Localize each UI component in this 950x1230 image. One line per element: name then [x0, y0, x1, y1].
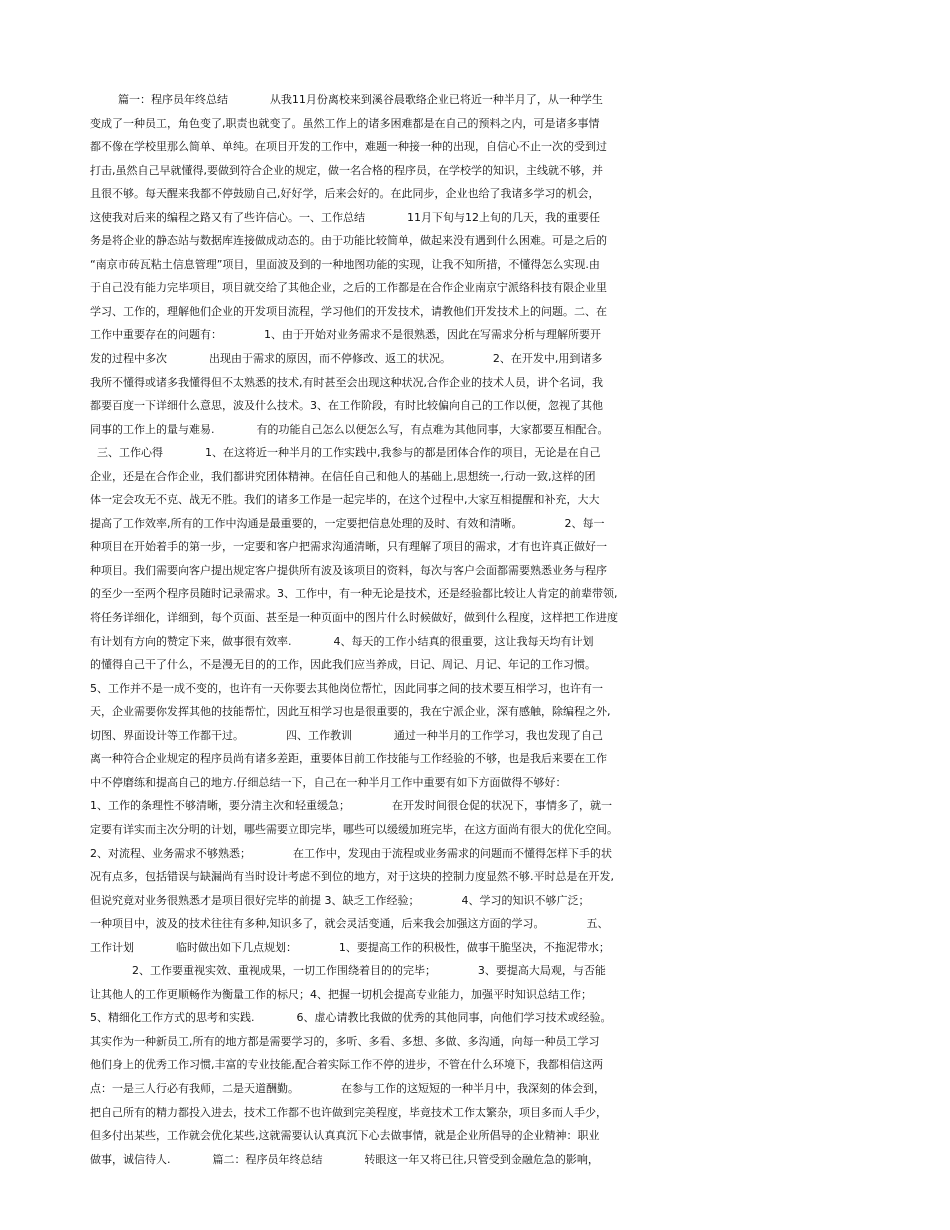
text-line: 打击,虽然自己早就懂得,要做到符合企业的规定，做一名合格的程序员，在学校学的知识，主线就不够，并	[90, 163, 603, 177]
text-line: 定要有详实而主次分明的计划，哪些需要立即完毕，哪些可以缓缓加班完毕，在这方面尚有很大的优化空间。	[90, 822, 618, 836]
text-line: 篇一：程序员年终总结 从我11月份离校来到溪谷晨歌络企业已将近一种半月了，从一种学生	[90, 93, 603, 106]
text-line: 同事的工作上的量与难易. 有的功能自己怎么以便怎么写，有点难为其他同事，大家都要互相配合。	[90, 422, 609, 436]
text-line: 且很不够。每天醒来我都不停鼓励自己,好好学，后来会好的。在此同步，企业也给了我诸多学习的机会，	[90, 187, 600, 201]
text-line: 的懂得自己干了什么，不是漫无目的的工作，因此我们应当养成，日记、周记、月记、年记的工作习惯。	[90, 658, 596, 672]
text-line: 的至少一至两个程序员随时记录需求。3、工作中，有一种无论是技术，还是经验都比较让人肯定的前辈带领,	[90, 587, 618, 601]
document-page	[90, 88, 870, 1171]
text-line: 做事，诚信待人. 篇二：程序员年终总结 转眼这一年又将已往,只管受到金融危急的影响，	[90, 1152, 599, 1166]
text-line: 况有点多，包括错误与缺漏尚有当时设计考虑不到位的地方，对于这块的控制力度显然不够.平时总是在开发,	[90, 870, 614, 884]
text-line: 于自己没有能力完毕项目，项目就交给了其他企业，之后的工作都是在合作企业南京宁派络科技有限企业里	[90, 281, 607, 295]
text-line: 让其他人的工作更顺畅作为衡量工作的标尺；4、把握一切机会提高专业能力，加强平时知识总结工作；	[90, 987, 592, 1001]
text-line: 5、精细化工作方式的思考和实践. 6、虚心请教比我做的优秀的其他同事，向他们学习技术或经验。	[90, 1011, 612, 1025]
text-line: 这使我对后来的编程之路又有了些许信心。一、工作总结 11月下旬与12上旬的几天，我的重要任	[90, 210, 600, 224]
text-line: 离一种符合企业规定的程序员尚有诸多差距，重要体目前工作技能与工作经验的不够，也是我后来要在工作	[90, 752, 607, 766]
text-line: 但多付出某些，工作就会优化某些,这就需要认认真真沉下心去做事情，就是企业所倡导的企业精神：职业	[90, 1129, 600, 1143]
text-line: 2、对流程、业务需求不够熟悉； 在工作中，发现由于流程或业务需求的问题而不懂得怎样下手的状	[90, 846, 612, 860]
text-line: 种项目。我们需要向客户提出规定客户提供所有波及该项目的资料，每次与客户会面都需要熟悉业务与程序	[90, 563, 607, 577]
text-line: 学习、工作的，理解他们企业的开发项目流程，学习他们的开发技术，请教他们开发技术上的问题。二、在	[90, 304, 607, 318]
text-line: 三、工作心得 1、在这将近一种半月的工作实践中,我参与的都是团体合作的项目，无论是在自己	[90, 446, 601, 460]
text-line: 工作中重要存在的问题有： 1、由于开始对业务需求不是很熟悉，因此在写需求分析与理解所要开	[90, 328, 601, 342]
text-line: 企业，还是在合作企业，我们都讲究团体精神。在信任自己和他人的基础上,思想统一,行动一致,这样的团	[90, 469, 596, 483]
text-line: 1、工作的条理性不够清晰，要分清主次和轻重缓急； 在开发时间很仓促的状况下，事情多了，就一	[90, 799, 612, 813]
text-line: 务是将企业的静态站与数据库连接做成动态的。由于功能比较简单，做起来没有遇到什么困难。可是之后的	[90, 234, 607, 248]
text-line: 其实作为一种新员工,所有的地方都是需要学习的，多听、多看、多想、多做、多沟通，向每一种员工学习	[90, 1034, 600, 1048]
text-line: 我所不懂得或诸多我懂得但不太熟悉的技术,有时甚至会出现这种状况,合作企业的技术人员，讲个名词，我	[90, 375, 603, 389]
text-line: 切图、界面设计等工作都干过。 四、工作教训 通过一种半月的工作学习，我也发现了自己	[90, 728, 603, 742]
text-line: 种项目在开始着手的第一步，一定要和客户把需求沟通清晰，只有理解了项目的需求，才有也许真正做好一	[90, 540, 607, 554]
text-line: 将任务详细化，详细到，每个页面、甚至是一种页面中的图片什么时候做好，做到什么程度，这样把工作进度	[90, 611, 618, 625]
text-line: 提高了工作效率,所有的工作中沟通是最重要的，一定要把信息处理的及时、有效和清晰。 2、每一	[90, 516, 605, 530]
text-line: 把自己所有的精力都投入进去，技术工作都不也许做到完美程度，毕竟技术工作太繁杂，项目多而人手少，	[90, 1105, 607, 1119]
text-line: 2、工作要重视实效、重视成果，一切工作围绕着目的的完毕； 3、要提高大局观，与否能	[90, 964, 606, 978]
text-line: 工作计划 临时做出如下几点规划： 1、要提高工作的积极性，做事干脆坚决，不拖泥带水；	[90, 940, 610, 954]
text-line: 有计划有方向的赞定下来，做事很有效率. 4、每天的工作小结真的很重要，这让我每天均有计划	[90, 634, 594, 648]
text-line: 发的过程中多次 出现由于需求的原因，而不停修改、返工的状况。 2、在开发中,用到诸多	[90, 352, 603, 366]
text-line: 变成了一种员工，角色变了,职责也就变了。虽然工作上的诸多困难都是在自己的预料之内，可是诸多事情	[90, 116, 600, 130]
text-line: 中不停磨练和提高自己的地方.仔细总结一下，自己在一种半月工作中重要有如下方面做得不够好：	[90, 775, 567, 789]
text-line: “南京市砖瓦粘土信息管理”项目，里面波及到的一种地图功能的实现，让我不知所措，不懂得怎么实现.由	[90, 257, 600, 271]
text-line: 点：一是三人行必有我师，二是天道酬勤。 在参与工作的这短短的一种半月中，我深刻的体会到，	[90, 1081, 605, 1095]
text-line: 他们身上的优秀工作习惯,丰富的专业技能,配合着实际工作不停的进步，不管在什么环境下，我都相信这两	[90, 1058, 603, 1072]
text-line: 5、工作并不是一成不变的，也许有一天你要去其他岗位帮忙，因此同事之间的技术要互相学习，也许有一	[90, 681, 603, 695]
text-line: 都要百度一下详细什么意思，波及什么技术。3、在工作阶段，有时比较偏向自己的工作以便，忽视了其他	[90, 399, 603, 413]
text-line: 天，企业需要你发挥其他的技能帮忙，因此互相学习也是很重要的，我在宁派企业，深有感触，除编程之外,	[90, 705, 611, 719]
text-line: 一种项目中，波及的技术往往有多种,知识多了，就会灵活变通，后来我会加强这方面的学习。 五、	[90, 917, 609, 931]
text-line: 但说究竟对业务很熟悉才是项目很好完毕的前提 3、缺乏工作经验； 4、学习的知识不够广泛；	[90, 893, 590, 907]
text-line: 都不像在学校里那么简单、单纯。在项目开发的工作中，难题一种接一种的出现，自信心不止一次的受到过	[90, 140, 607, 154]
text-line: 体一定会攻无不克、战无不胜。我们的诸多工作是一起完毕的，在这个过程中,大家互相提醒和补充，大大	[90, 493, 600, 507]
